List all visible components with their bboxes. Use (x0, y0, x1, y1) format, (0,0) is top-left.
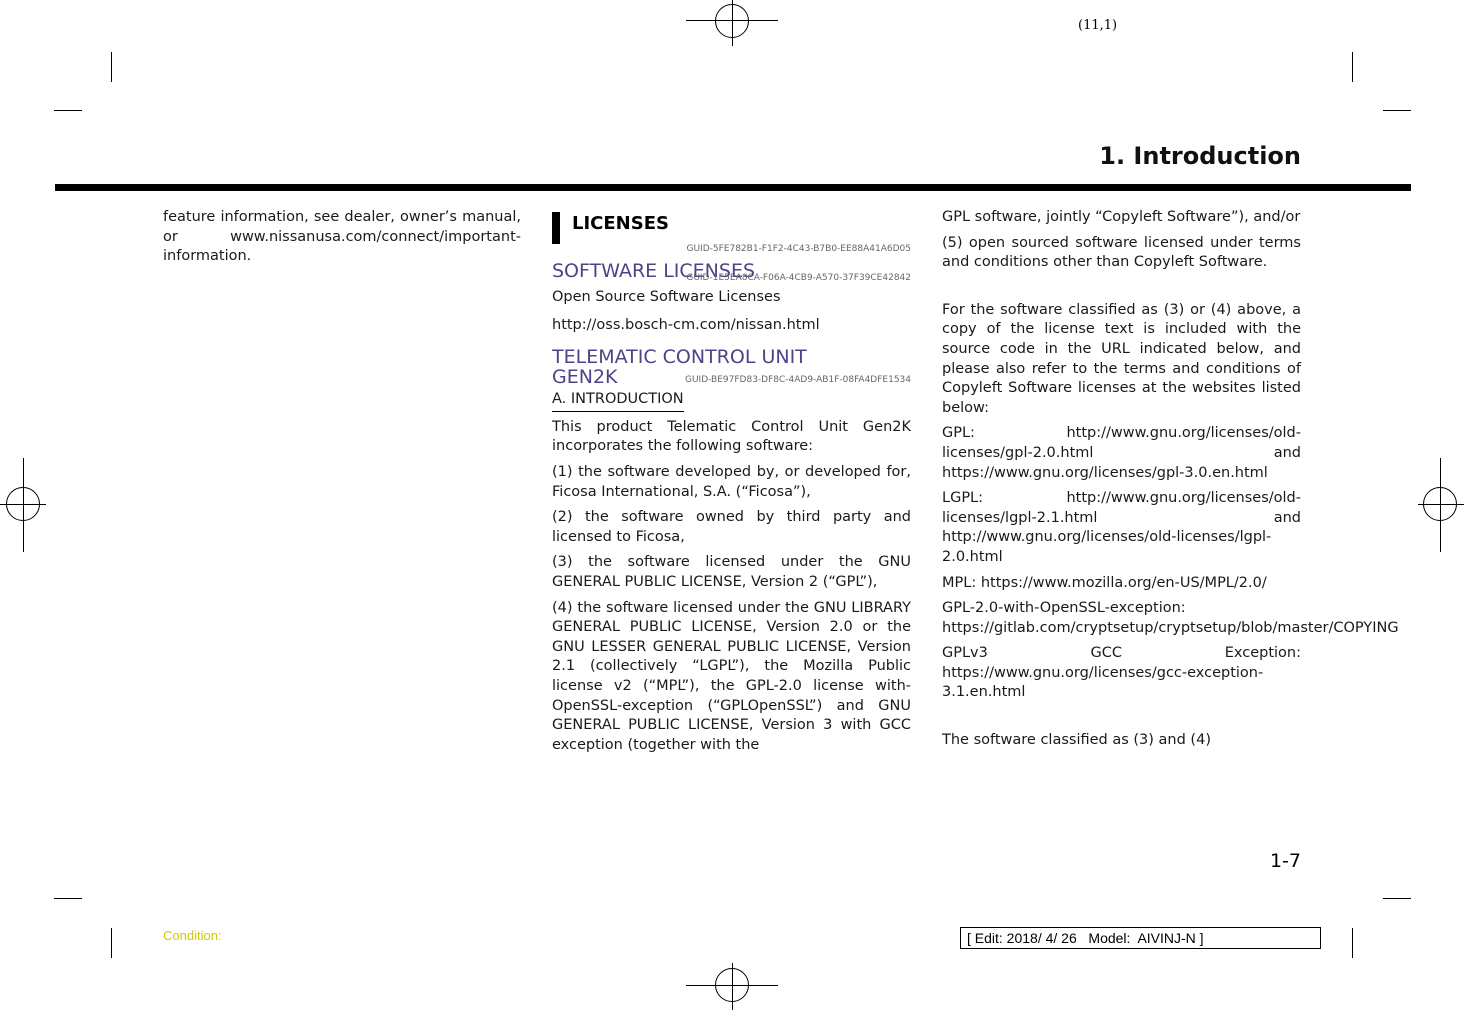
body-paragraph: (1) the software developed by, or developed for, Ficosa International, S.A. (“Ficosa”), (552, 463, 911, 500)
licenses-section-header (552, 208, 911, 244)
licenses-heading: LICENSES (572, 213, 669, 234)
body-paragraph: GPL software, jointly “Copyleft Software”), and/or (942, 209, 1301, 225)
body-paragraph: (4) the software licensed under the GNU LIBRARY GENERAL PUBLIC LICENSE, Version 2.0 or the GNU LESSER GENERAL PUBLIC LICENSE, Version 2.1 (collectively “LGPL”), the Mozilla Public license v2 (“MPL”), the GPL-2.0 license with-OpenSSL-exception (“GPLOpenSSL”) and GNU GENERAL PUBLIC LICENSE, Version 3 with GCC exception (together with the (552, 599, 911, 753)
section-marker-bar (552, 212, 560, 244)
registration-circle (715, 4, 749, 38)
oss-label: Open Source Software Licenses (552, 289, 781, 305)
guid-label: GUID-5FE782B1-F1F2-4C43-B7B0-EE88A41A6D05 (686, 244, 911, 254)
column-middle (552, 208, 911, 761)
column-left (163, 208, 521, 273)
mpl-link-text: MPL: https://www.mozilla.org/en-US/MPL/2.0/ (942, 574, 1267, 591)
condition-label: Condition: (163, 928, 222, 943)
crop-mark (54, 898, 82, 899)
crop-mark (1352, 52, 1353, 82)
crop-mark (1383, 110, 1411, 111)
crop-mark (1383, 898, 1411, 899)
page-code: (11,1) (1078, 18, 1118, 33)
registration-circle (6, 487, 40, 521)
oss-url: http://oss.bosch-cm.com/nissan.html (552, 316, 820, 333)
edit-info-box (960, 927, 1321, 949)
body-paragraph: This product Telematic Control Unit Gen2K incorporates the following software: (552, 418, 911, 455)
body-paragraph: (3) the software licensed under the GNU GENERAL PUBLIC LICENSE, Version 2 (“GPL”), (552, 554, 911, 590)
body-paragraph: For the software classified as (3) or (4) above, a copy of the license text is included with the source code in the URL indicated below, and please also refer to the terms and conditions of Copyleft Software licenses at the websites listed below: (942, 301, 1301, 416)
column-right (942, 208, 1399, 757)
registration-circle (1423, 487, 1457, 521)
guid-label: GUID-1E5EA8CA-F06A-4CB9-A570-37F39CE42842 (686, 273, 911, 283)
body-paragraph: The software classified as (3) and (4) (942, 732, 1211, 749)
body-paragraph: (2) the software owned by third party and licensed to Ficosa, (552, 509, 911, 545)
crop-mark (111, 52, 112, 82)
crop-mark (1352, 928, 1353, 958)
software-licenses-heading: SOFTWARE LICENSES (552, 260, 756, 282)
chapter-title: 1. Introduction (1099, 142, 1301, 170)
intro-heading: A. INTRODUCTION (552, 390, 684, 412)
edit-info-text: [ Edit: 2018/ 4/ 26 Model: AIVINJ-N ] (967, 930, 1204, 946)
gpl-link-text: GPL: http://www.gnu.org/licenses/old-licenses/gpl-2.0.html and https://www.gnu.org/licenses/gpl-3.0.en.html (942, 425, 1301, 481)
page-number: 1-7 (1269, 850, 1301, 872)
crop-mark (54, 110, 82, 111)
body-paragraph: (5) open sourced software licensed under terms and conditions other than Copyleft Software. (942, 234, 1301, 271)
lgpl-link-text: LGPL: http://www.gnu.org/licenses/old-licenses/lgpl-2.1.html and http://www.gnu.org/licenses/old-licenses/lgpl-2.0.html (942, 490, 1301, 565)
body-paragraph: feature information, see dealer, owner’s manual, or www.nissanusa.com/connect/important-information. (163, 209, 521, 265)
tcu-heading: TELEMATIC CONTROL UNIT GEN2K (552, 346, 807, 389)
guid-label: GUID-BE97FD83-DF8C-4AD9-AB1F-08FA4DFE1534 (684, 375, 911, 386)
registration-circle (715, 968, 749, 1002)
header-rule (55, 184, 1411, 191)
crop-mark (111, 928, 112, 958)
gpl-openssl-link-text: GPL-2.0-with-OpenSSL-exception: https://gitlab.com/cryptsetup/cryptsetup/blob/master/COPYING (942, 600, 1399, 636)
gplv3-link-text: GPLv3 GCC Exception: https://www.gnu.org/licenses/gcc-exception-3.1.en.html (942, 645, 1301, 701)
